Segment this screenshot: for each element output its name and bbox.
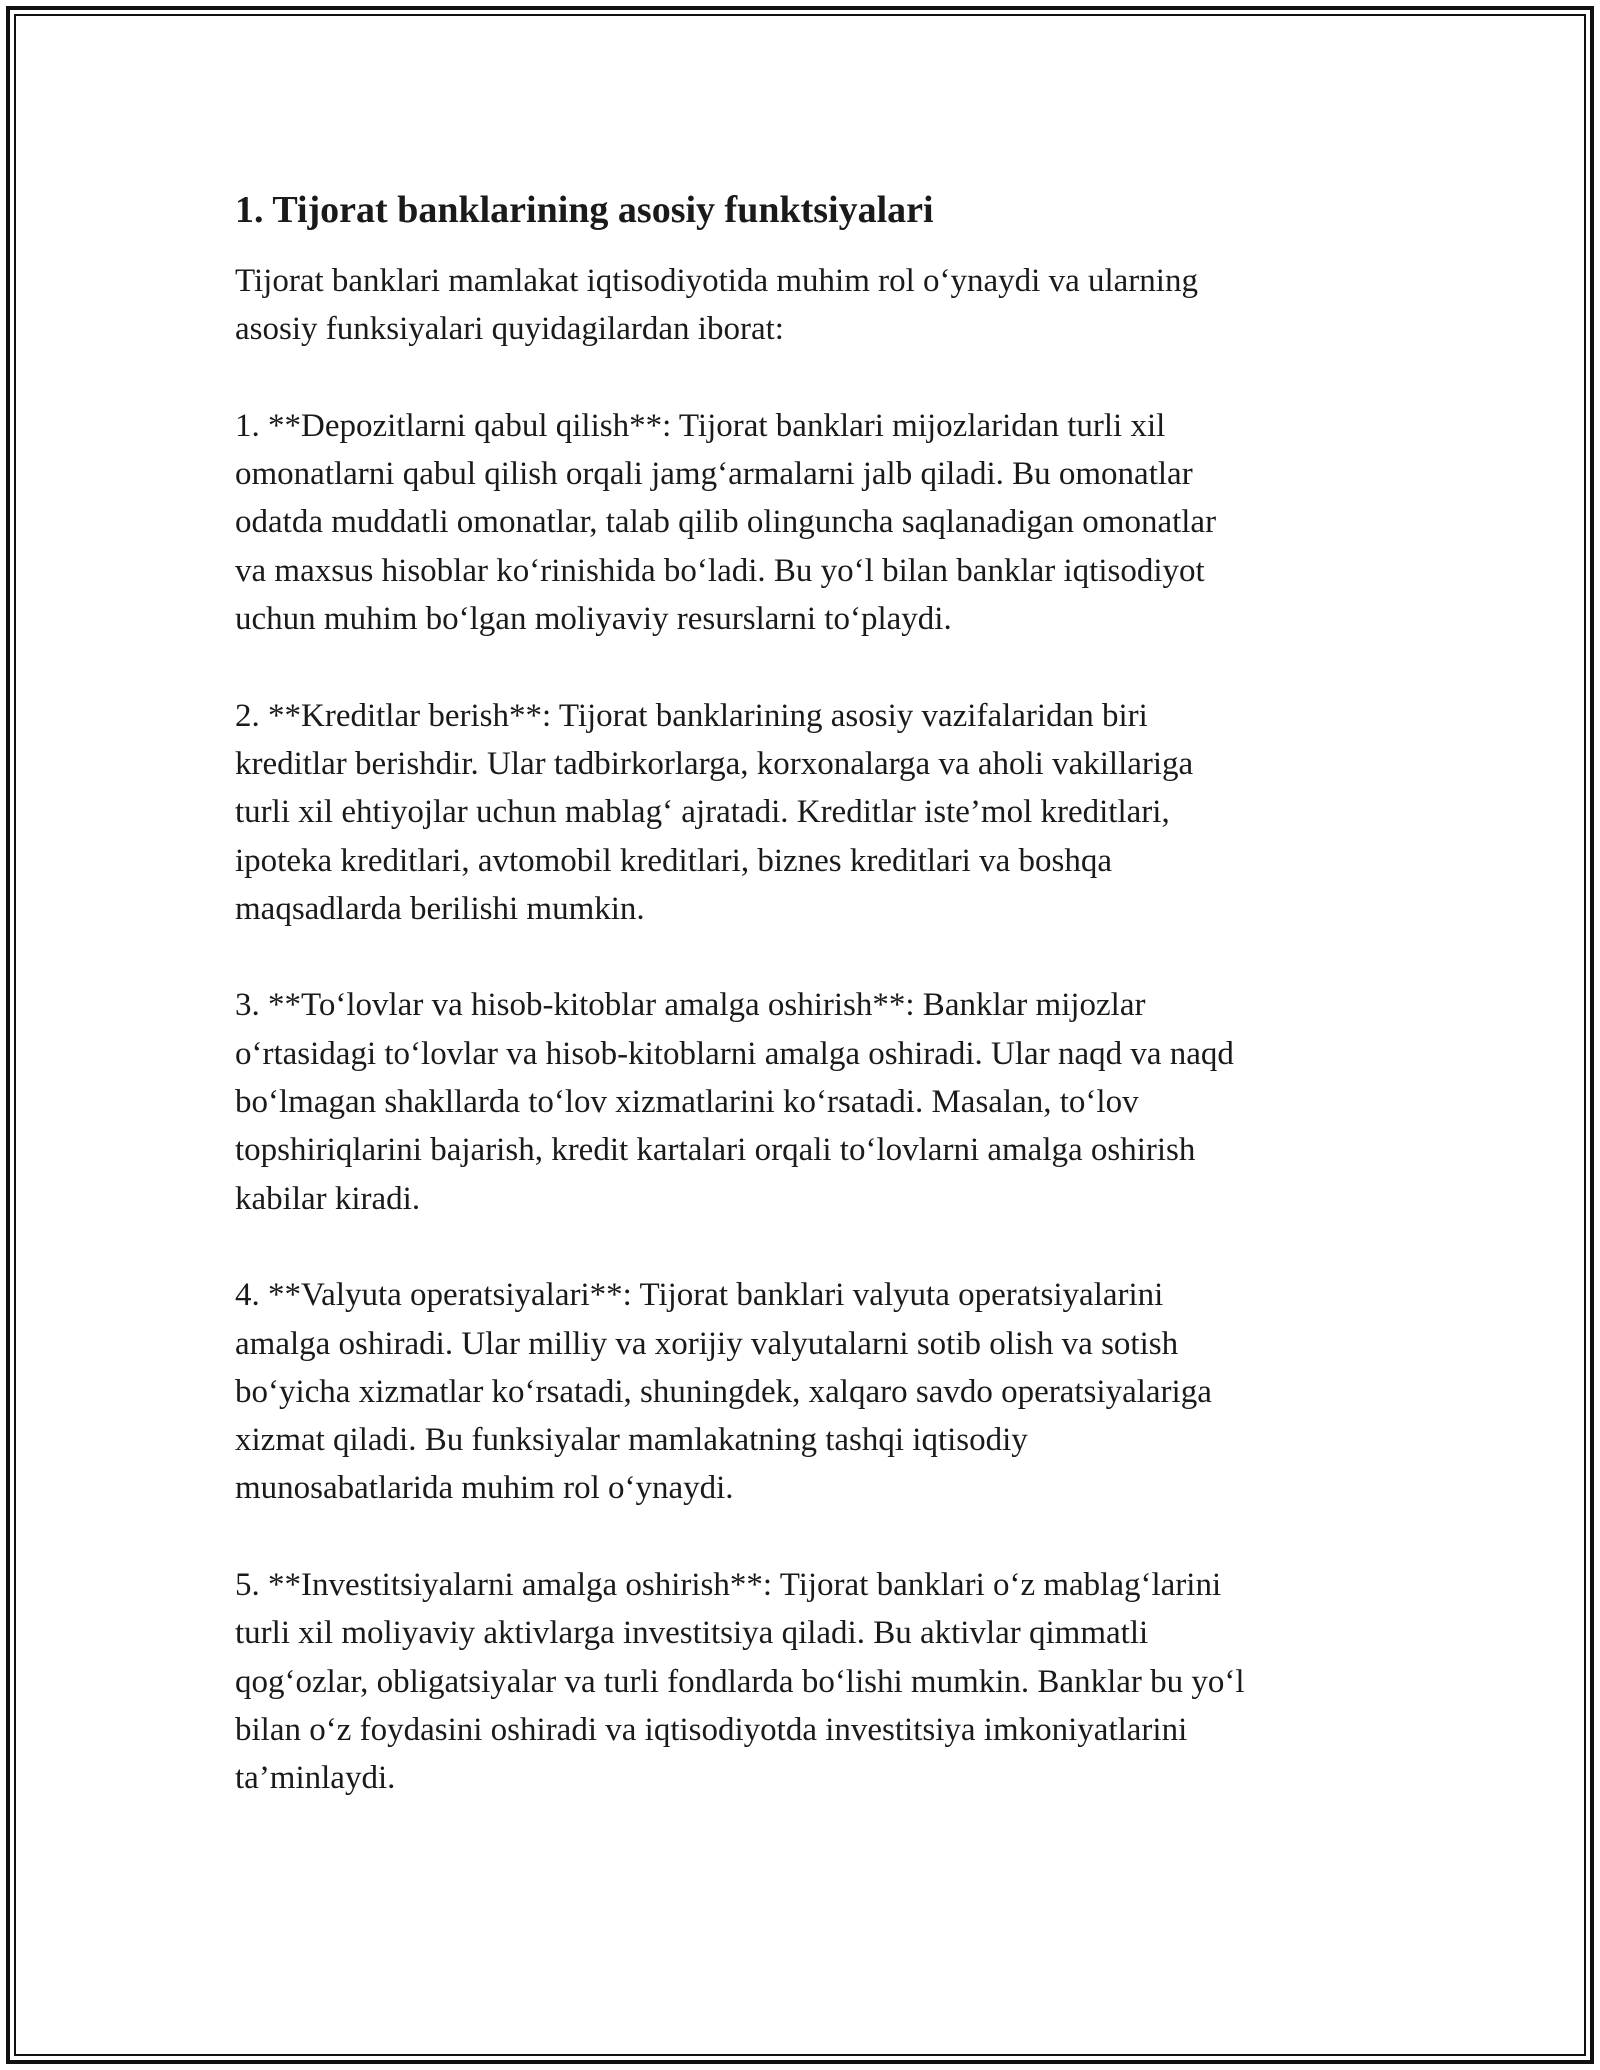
function-paragraph-credits: 2. **Kreditlar berish**: Tijorat banklarining asosiy vazifalaridan biri kreditlar berishdir. Ular tadbirkorlarga, korxonalarga va aholi vakillariga turli xil ehtiyojlar uchun mablag‘ ajratadi. Kreditlar iste’mol kreditlari, ipoteka kreditlari, avtomobil kreditlari, biznes kreditlari va boshqa maqsadlarda berilishi mumkin. — [235, 697, 1194, 927]
intro-paragraph: Tijorat banklari mamlakat iqtisodiyotida muhim rol o‘ynaydi va ularning asosiy funksiyalari quyidagilardan iborat: — [235, 263, 1198, 348]
document-body — [235, 186, 1380, 1803]
function-paragraph-payments: 3. **To‘lovlar va hisob-kitoblar amalga oshirish**: Banklar mijozlar o‘rtasidagi to‘lovlar va hisob-kitoblarni amalga oshiradi. Ular naqd va naqd bo‘lmagan shakllarda to‘lov xizmatlarini ko‘rsatadi. Masalan, to‘lov topshiriqlarini bajarish, kredit kartalari orqali to‘lovlarni amalga oshirish kabilar kiradi. — [235, 987, 1234, 1217]
section-title: 1. Tijorat banklarining asosiy funktsiyalari — [235, 189, 934, 231]
function-paragraph-deposits: 1. **Depozitlarni qabul qilish**: Tijorat banklari mijozlaridan turli xil omonatlarni qabul qilish orqali jamg‘armalarni jalb qiladi. Bu omonatlar odatda muddatli omonatlar, talab qilib olinguncha saqlanadigan omonatlar va maxsus hisoblar ko‘rinishida bo‘ladi. Bu yo‘l bilan banklar iqtisodiyot uchun muhim bo‘lgan moliyaviy resurslarni to‘playdi. — [235, 407, 1217, 638]
function-paragraph-currency: 4. **Valyuta operatsiyalari**: Tijorat banklari valyuta operatsiyalarini amalga oshiradi. Ular milliy va xorijiy valyutalarni sotib olish va sotish bo‘yicha xizmatlar ko‘rsatadi, shuningdek, xalqaro savdo operatsiyalariga xizmat qiladi. Bu funksiyalar mamlakatning tashqi iqtisodiy munosabatlarida muhim rol o‘ynaydi. — [235, 1277, 1212, 1507]
function-paragraph-investments: 5. **Investitsiyalarni amalga oshirish**: Tijorat banklari o‘z mablag‘larini turli xil moliyaviy aktivlarga investitsiya qiladi. Bu aktivlar qimmatli qog‘ozlar, obligatsiyalar va turli fondlarda bo‘lishi mumkin. Banklar bu yo‘l bilan o‘z foydasini oshiradi va iqtisodiyotda investitsiya imkoniyatlarini ta’minlaydi. — [235, 1567, 1245, 1797]
